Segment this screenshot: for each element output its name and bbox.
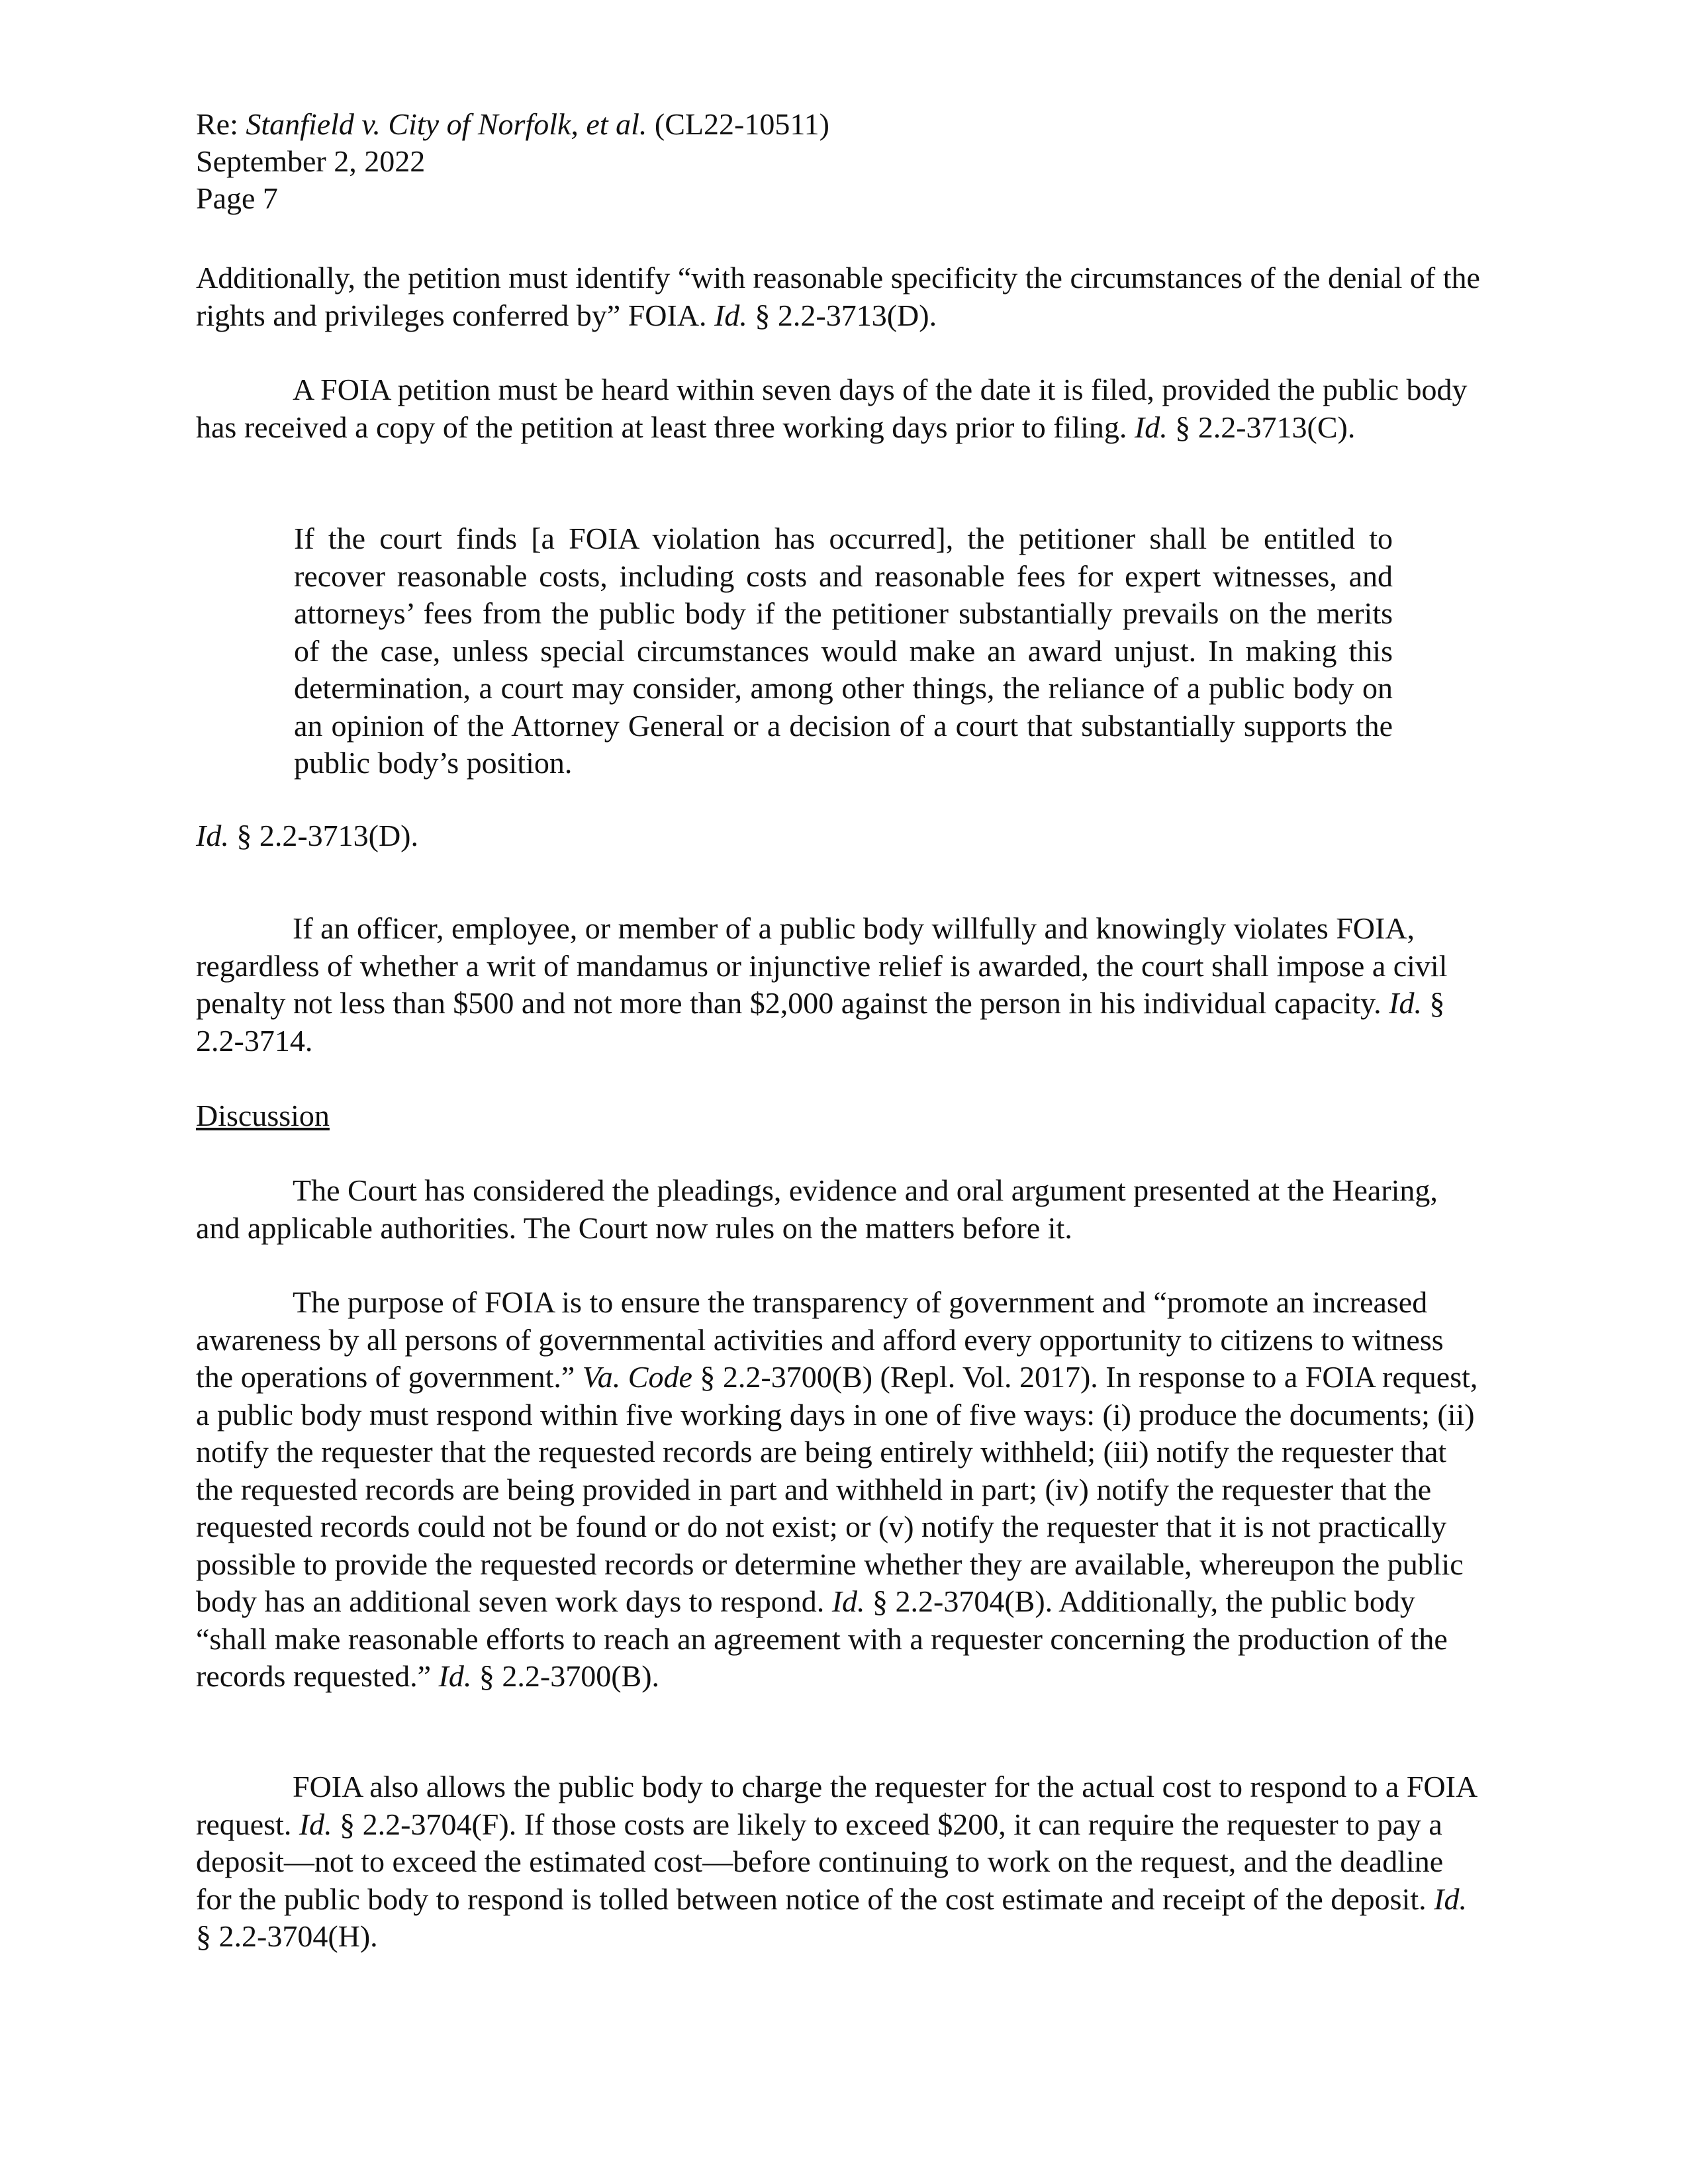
citation-line: Id. § 2.2-3713(D). — [196, 819, 419, 852]
paragraph-foia-costs: FOIA also allows the public body to charge the requester for the actual cost to respond to a FOIA request. Id. § 2.2-3704(F). If those costs are likely to exceed $200, it can require the requester to pay a deposit—not to exceed the estimated cost—before continuing to work on the request, and the deadline for the public body to respond is tolled between notice of the cost estimate and receipt of the deposit. Id. § 2.2-3704(H). — [196, 1770, 1476, 1953]
case-number: (CL22-10511) — [647, 107, 829, 141]
letter-date: September 2, 2022 — [196, 144, 426, 178]
paragraph-civil-penalty: If an officer, employee, or member of a public body willfully and knowingly violates FOIA, regardless of whether a writ of mandamus or injunctive relief is awarded, the court shall impose a civil penalty not less than $500 and not more than $2,000 against the person in his individual capacity. Id. § 2.2-3714. — [196, 911, 1448, 1058]
paragraph-petition-specificity: Additionally, the petition must identify “with reasonable specificity the circumstances of the denial of the rights and privileges conferred by” FOIA. Id. § 2.2-3713(D). — [196, 261, 1480, 332]
page-number: Page 7 — [196, 181, 278, 215]
paragraph-hearing-timing: A FOIA petition must be heard within seven days of the date it is filed, provided the public body has received a copy of the petition at least three working days prior to filing. Id. § 2.2-3713(C). — [196, 373, 1468, 444]
section-heading-discussion: Discussion — [196, 1099, 330, 1132]
block-quote-statute: If the court finds [a FOIA violation has occurred], the petitioner shall be entitled to recover reasonable costs, including costs and reasonable fees for expert witnesses, and attorneys’ fees from the public body if the petitioner substantially prevails on the merits of the case, unless special circumstances would make an award unjust. In making this determination, a court may consider, among other things, the reliance of a public body on an opinion of the Attorney General or a decision of a court that substantially supports the public body’s position. — [294, 522, 1393, 780]
case-reference-line: Re: Stanfield v. City of Norfolk, et al. (CL22-10511) — [196, 107, 829, 141]
paragraph-court-considered: The Court has considered the pleadings, evidence and oral argument presented at the Hearing, and applicable authorities. The Court now rules on the matters before it. — [196, 1173, 1438, 1245]
case-name: Stanfield v. City of Norfolk, et al. — [246, 107, 647, 141]
letter-header — [196, 106, 829, 217]
paragraph-foia-purpose: The purpose of FOIA is to ensure the transparency of government and “promote an increased awareness by all persons of governmental activities and afford every opportunity to citizens to witness the operations of government.” Va. Code § 2.2-3700(B) (Repl. Vol. 2017). In response to a FOIA request, a public body must respond within five working days in one of five ways: (i) produce the documents; (ii) notify the requester that the requested records are being entirely withheld; (iii) notify the requester that the requested records are being provided in part and withheld in part; (iv) notify the requester that the requested records could not be found or do not exist; or (v) notify the requester that it is not practically possible to provide the requested records or determine whether they are available, whereupon the public body has an additional seven work days to respond. Id. § 2.2-3704(B). Additionally, the public body “shall make reasonable efforts to reach an agreement with a requester concerning the production of the records requested.” Id. § 2.2-3700(B). — [196, 1285, 1478, 1693]
